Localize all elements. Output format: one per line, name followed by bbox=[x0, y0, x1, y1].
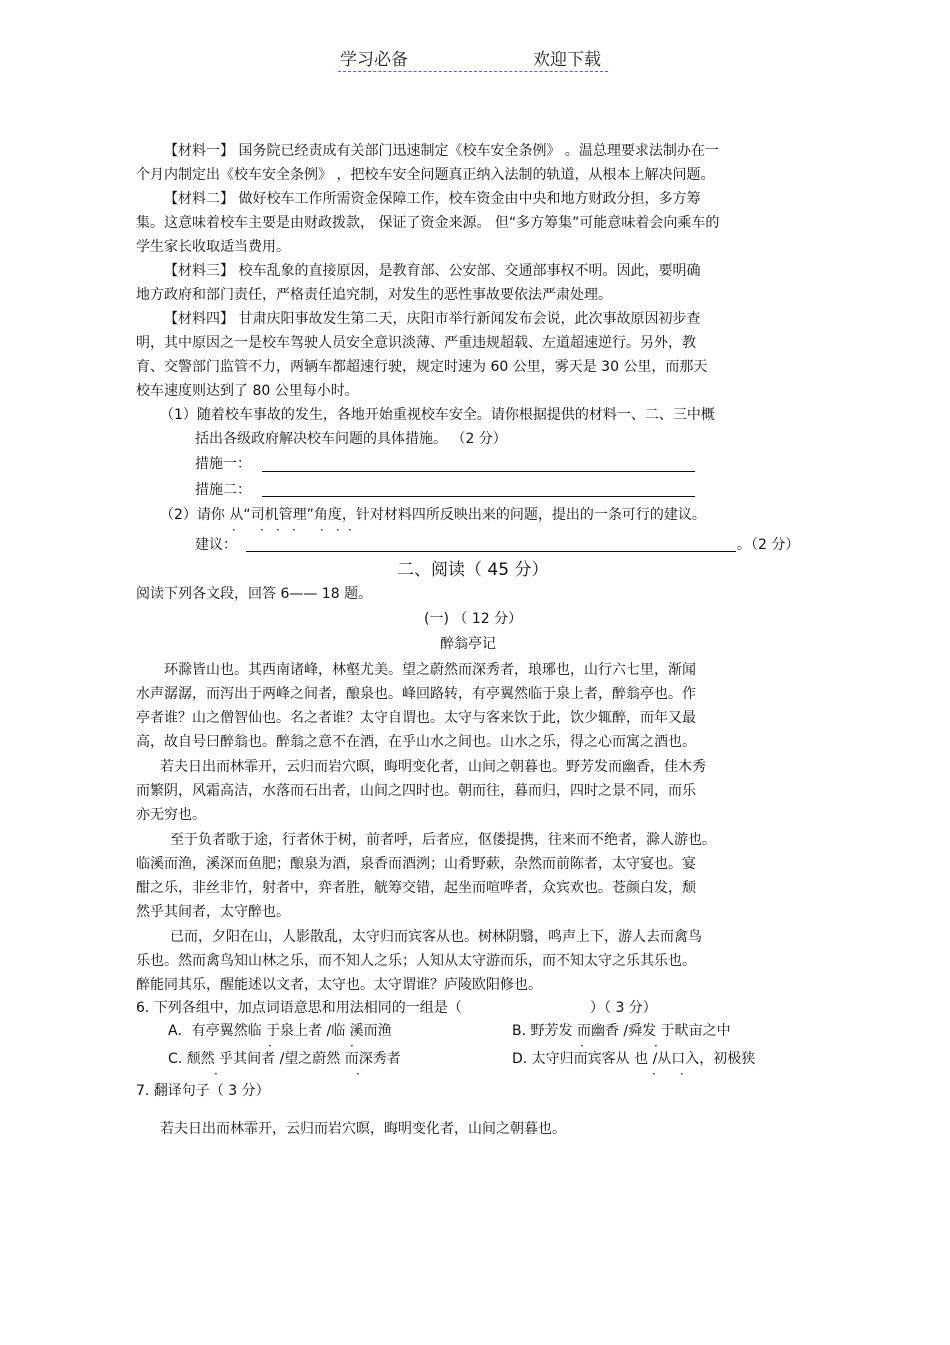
q6-stem-score: ）（ 3 分） bbox=[590, 1000, 657, 1016]
emphasis-dot: · bbox=[214, 1067, 218, 1081]
q1-stem-line-2: 括出各级政府解决校车问题的具体措施。 （2 分） bbox=[195, 431, 507, 447]
emphasis-dot: · bbox=[292, 523, 296, 537]
q1-measure-2-label: 措施二： bbox=[195, 482, 251, 498]
material-4-line-3: 育、交警部门监管不力，两辆车都超速行驶，规定时速为 60 公里，雾天是 30 公里，而那天 bbox=[136, 359, 708, 375]
emphasis-dot: · bbox=[350, 1039, 354, 1053]
section-2-intro: 阅读下列各文段，回答 6—— 18 题。 bbox=[136, 586, 373, 602]
q6-option-a[interactable]: A．有亭翼然临 于泉上者 /临 溪而渔 bbox=[168, 1023, 392, 1039]
material-2-line-1: 【材料二】 做好校车工作所需资金保障工作，校车资金由中央和地方财政分担，多方筹 bbox=[164, 191, 701, 207]
material-3-line-2: 地方政府和部门责任，严格责任追究制，对发生的恶性事故要依法严肃处理。 bbox=[136, 287, 612, 303]
essay-line: 至于负者歌于途，行者休于树，前者呼，后者应，伛偻提携，往来而不绝者，滁人游也。 bbox=[170, 832, 716, 848]
emphasis-dot: · bbox=[348, 523, 352, 537]
q7-sentence: 若夫日出而林霏开，云归而岩穴暝，晦明变化者，山间之朝暮也。 bbox=[160, 1121, 566, 1137]
q2-score: 。（2 分） bbox=[737, 537, 800, 553]
essay-line: 乐也。然而禽鸟知山林之乐，而不知人之乐；人知从太守游而乐，而不知太守之乐其乐也。 bbox=[136, 953, 696, 969]
q2-stem: （2）请你 从“司机管理”角度，针对材料四所反映出来的问题，提出的一条可行的建议。 bbox=[160, 507, 706, 523]
header-left: 学习必备 bbox=[340, 50, 408, 70]
essay-line: 酣之乐，非丝非竹，射者中，弈者胜，觥筹交错，起坐而喧哗者，众宾欢也。苍颜白发，颓 bbox=[136, 880, 696, 896]
section-2-title: 二、阅读（ 45 分） bbox=[397, 560, 549, 580]
header-right: 欢迎下载 bbox=[533, 50, 601, 70]
emphasis-dot: · bbox=[260, 523, 264, 537]
essay-line: 临溪而渔，溪深而鱼肥；酿泉为酒，泉香而酒洌；山肴野蔌，杂然而前陈者，太守宴也。宴 bbox=[136, 856, 696, 872]
q6-option-b[interactable]: B. 野芳发 而幽香 /舜发 于畎亩之中 bbox=[512, 1023, 731, 1039]
essay-line: 然乎其间者，太守醉也。 bbox=[136, 904, 290, 920]
part-1-heading: (一) （ 12 分） bbox=[424, 611, 523, 627]
material-3-line-1: 【材料三】 校车乱象的直接原因，是教育部、公安部、交通部事权不明。因此，要明确 bbox=[164, 263, 701, 279]
emphasis-dot: · bbox=[232, 523, 236, 537]
emphasis-dot: · bbox=[680, 1067, 684, 1081]
material-4-line-4: 校车速度则达到了 80 公里每小时。 bbox=[136, 383, 359, 399]
material-4-line-1: 【材料四】 甘肃庆阳事故发生第二天，庆阳市举行新闻发布会说，此次事故原因初步查 bbox=[164, 311, 701, 327]
emphasis-dot: · bbox=[580, 1039, 584, 1053]
emphasis-dot: · bbox=[320, 523, 324, 537]
essay-line: 醉能同其乐，醒能述以文者，太守也。太守谓谁？庐陵欧阳修也。 bbox=[136, 977, 542, 993]
q1-stem-line-1: （1）随着校车事故的发生，各地开始重视校车安全。请你根据提供的材料一、二、三中概 bbox=[160, 407, 715, 423]
essay-line: 亭者谁？山之僧智仙也。名之者谁？太守自谓也。太守与客来饮于此，饮少辄醉，而年又最 bbox=[136, 710, 696, 726]
q7-stem: 7. 翻译句子（ 3 分） bbox=[136, 1083, 270, 1099]
emphasis-dot: · bbox=[652, 1067, 656, 1081]
material-4-line-2: 明，其中原因之一是校车驾驶人员安全意识淡薄、严重违规超载、左道超速逆行。另外，教 bbox=[136, 335, 696, 351]
q1-measure-1-answer-line[interactable] bbox=[262, 471, 695, 472]
essay-title: 醉翁亭记 bbox=[440, 636, 496, 652]
emphasis-dot: · bbox=[336, 523, 340, 537]
essay-line: 高，故自号曰醉翁也。醉翁之意不在酒，在乎山水之间也。山水之乐，得之心而寓之酒也。 bbox=[136, 734, 696, 750]
emphasis-dot: · bbox=[654, 1039, 658, 1053]
emphasis-dot: · bbox=[268, 1039, 272, 1053]
q6-option-d[interactable]: D. 太守归而宾客从 也 /从口入，初极狭 bbox=[512, 1051, 756, 1067]
material-2-line-2: 集。这意味着校车主要是由财政拨款， 保证了资金来源。 但“多方筹集”可能意味着会向乘车的 bbox=[136, 215, 720, 231]
q1-measure-2-answer-line[interactable] bbox=[262, 496, 695, 497]
header-divider bbox=[338, 71, 608, 72]
emphasis-dot: · bbox=[356, 1067, 360, 1081]
q2-suggestion-label: 建议： bbox=[195, 537, 237, 553]
emphasis-dot: · bbox=[276, 523, 280, 537]
essay-line: 水声潺潺，而泻出于两峰之间者，酿泉也。峰回路转，有亭翼然临于泉上者，醉翁亭也。作 bbox=[136, 686, 696, 702]
essay-line: 而繁阴，风霜高洁，水落而石出者，山间之四时也。朝而往，暮而归，四时之景不同，而乐 bbox=[136, 783, 696, 799]
essay-line: 环滁皆山也。其西南诸峰，林壑尤美。望之蔚然而深秀者，琅琊也，山行六七里，渐闻 bbox=[164, 662, 696, 678]
material-2-line-3: 学生家长收取适当费用。 bbox=[136, 239, 290, 255]
essay-line: 已而，夕阳在山，人影散乱，太守归而宾客从也。树林阴翳，鸣声上下，游人去而禽鸟 bbox=[170, 929, 702, 945]
essay-line: 若夫日出而林霏开，云归而岩穴暝，晦明变化者，山间之朝暮也。野芳发而幽香，佳木秀 bbox=[160, 759, 706, 775]
q2-suggestion-answer-line[interactable] bbox=[246, 551, 736, 552]
material-1-line-1: 【材料一】 国务院已经责成有关部门迅速制定《校车安全条例》 。温总理要求法制办在一 bbox=[164, 143, 719, 159]
q1-measure-1-label: 措施一： bbox=[195, 456, 251, 472]
q6-option-c[interactable]: C. 颓然 乎其间者 /望之蔚然 而深秀者 bbox=[168, 1051, 401, 1067]
q6-stem: 6. 下列各组中，加点词语意思和用法相同的一组是（ bbox=[136, 1000, 462, 1016]
material-1-line-2: 个月内制定出《校车安全条例》 ，把校车安全问题真正纳入法制的轨道，从根本上解决问题。 bbox=[136, 167, 715, 183]
essay-line: 亦无穷也。 bbox=[136, 807, 206, 823]
